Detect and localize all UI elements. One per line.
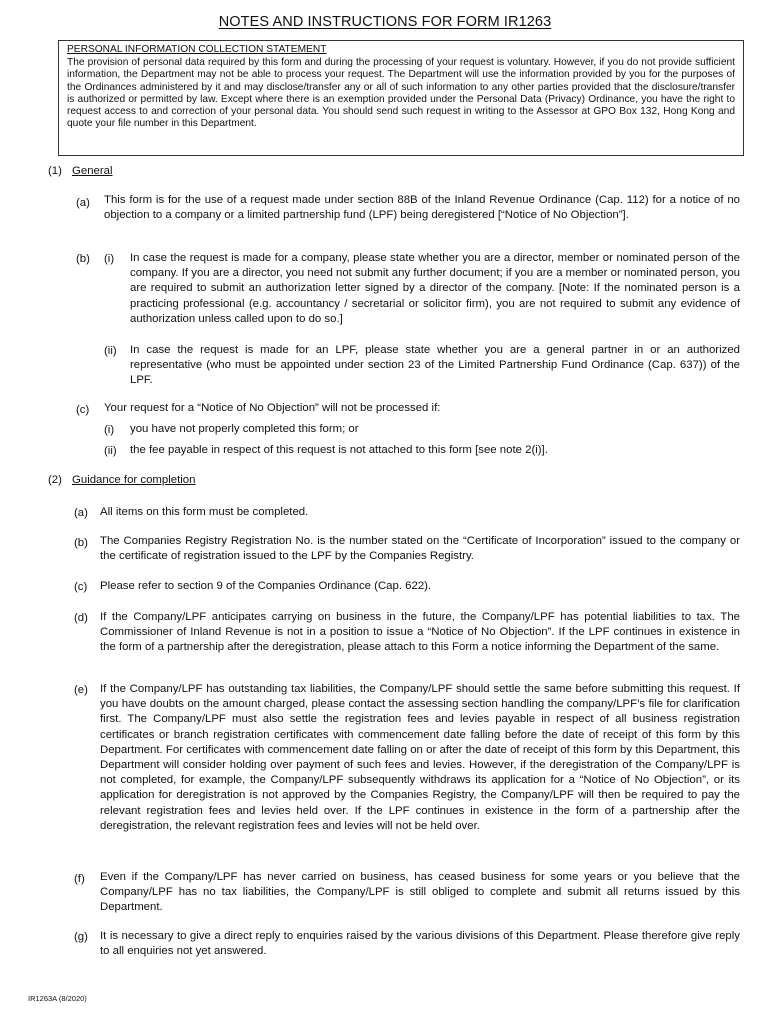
item-1c-i-label: (i) [104,424,115,436]
item-2a-label: (a) [74,507,88,519]
item-2e-text: If the Company/LPF has outstanding tax liabilities, the Company/LPF should settle the same before submitting this request. If you have doubts on the amount charged, please contact the assessing section handling the company/LPF’s file for clarification first. The Company/LPF must also settle the registration fees and levies payable in respect of all business registration certificates or branch registration certificates with commencement date falling before the date of receipt of this form by this Department. For certificates with commencement date falling on or after the date of receipt of this form by this Department, this Department will consider holding over payment of such fees and levies. However, if the deregistration of the Company/LPF is not completed, for example, the Company/LPF subsequently withdraws its application for a “Notice of No Objection”, or its application for deregistration is not approved by the Companies Registry, the Company/LPF will then be required to pay the relevant registration fees and levies held over. If the LPF continues in existence in the form of a partnership after the deregistration, the relevant registration fees and levies will not be held over. [100,683,740,832]
item-2f-label: (f) [74,873,85,885]
item-2f-text: Even if the Company/LPF has never carried on business, has ceased business for some years or you believe that the Company/LPF has no tax liabilities, the Company/LPF is still obliged to complete and submit all returns issued by this Department. [100,871,740,914]
item-2d-label: (d) [74,612,88,624]
item-2d-text: If the Company/LPF anticipates carrying on business in the future, the Company/LPF has potential liabilities to tax. The Commissioner of Inland Revenue is not in a position to issue a “Notice of No Objection”. If the LPF continues in existence in the form of a partnership after the deregistration, please attach to this Form a notice informing the Department of the same. [100,611,740,654]
item-1a-text: This form is for the use of a request made under section 88B of the Inland Revenue Ordinance (Cap. 112) for a notice of no objection to a company or a limited partnership fund (LPF) being deregistered [“Notice of No Objection”]. [104,194,740,222]
item-1b-ii-text: In case the request is made for an LPF, please state whether you are a general partner in or an authorized representative (who must be appointed under section 23 of the Limited Partnership Fund Ordinance (Cap. 637)) of the LPF. [130,344,740,387]
personal-information-statement-box [58,40,744,156]
page-title: NOTES AND INSTRUCTIONS FOR FORM IR1263 [218,14,552,30]
item-2c-text: Please refer to section 9 of the Companies Ordinance (Cap. 622). [100,580,432,592]
item-2b-label: (b) [74,537,88,549]
item-2a-text: All items on this form must be completed. [100,506,309,518]
item-1a-label: (a) [76,197,90,209]
item-1b-label: (b) [76,253,90,265]
item-1c-ii-text: the fee payable in respect of this request is not attached to this form [see note 2(i)]. [130,444,548,456]
item-2g-text: It is necessary to give a direct reply to enquiries raised by the various divisions of this Department. Please therefore give reply to all enquiries not yet answered. [100,930,740,958]
item-1c-i-text: you have not properly completed this form; or [130,423,359,435]
item-1c-ii-label: (ii) [104,445,117,457]
item-1b-i-text: In case the request is made for a company, please state whether you are a director, member or nominated person of the company. If you are a director, you need not submit any further document; if you are a member or nominated person, you are required to submit an authorization letter signed by a director of the company. [Note: If the nominated person is a practicing professional (e.g. accountancy / secretarial or solicitor firm), you are not required to submit any evidence of authorization unless called upon to do so.] [130,252,740,325]
pics-heading: PERSONAL INFORMATION COLLECTION STATEMENT [67,44,327,55]
section-2-heading: (2) Guidance for completion [48,474,196,486]
section-1-heading: (1) General [48,165,113,177]
item-2e-label: (e) [74,684,88,696]
item-1c-label: (c) [76,404,90,416]
pics-body: The provision of personal data required by this form and during the processing of your request is voluntary. However, if you do not provide sufficient information, the Department may not be able to process your request. The Department will use the information provided by you for the purposes of the Ordinances administered by it and may disclose/transfer any or all of such information to any other parties provided that the disclosure/transfer is authorized or permitted by law. Except where there is an exemption provided under the Personal Data (Privacy) Ordinance, you have the right to request access to and correction of your personal data. You should send such request in writing to the Assessor at GPO Box 132, Hong Kong and quote your file number in this Department. [67,57,735,130]
item-1b-i-label: (i) [104,253,115,265]
item-2b-text: The Companies Registry Registration No. is the number stated on the “Certificate of Incorporation” issued to the company or the certificate of registration issued to the LPF by the Companies Registry. [100,535,740,563]
item-1c-text: Your request for a “Notice of No Objection” will not be processed if: [104,402,441,414]
item-2c-label: (c) [74,581,88,593]
item-2g-label: (g) [74,931,88,943]
item-1b-ii-label: (ii) [104,345,117,357]
form-code-footer: IR1263A (8/2020) [28,994,87,1003]
